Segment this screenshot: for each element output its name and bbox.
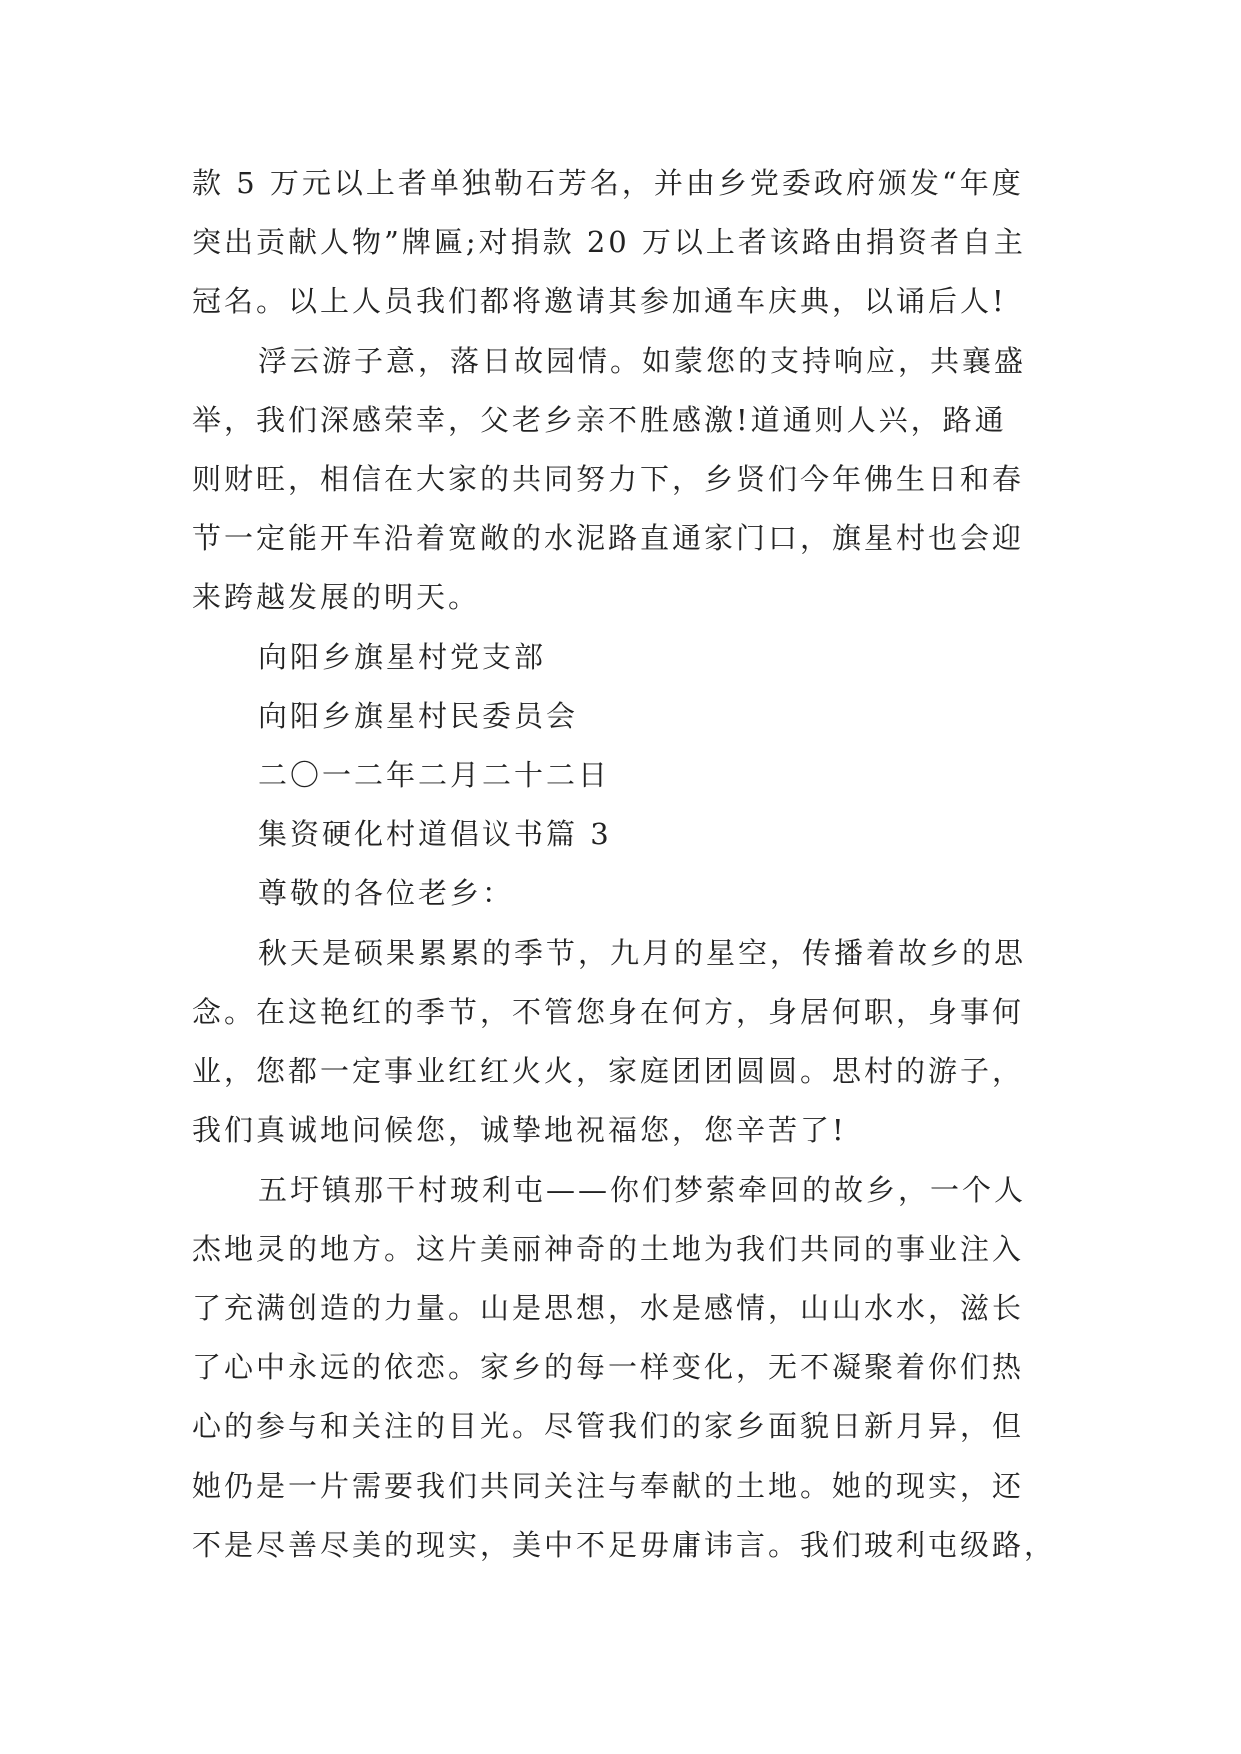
- paragraph-line: 杰地灵的地方。这片美丽神奇的土地为我们共同的事业注入: [192, 1232, 1025, 1266]
- paragraph-line: 了充满创造的力量。山是思想，水是感情，山山水水，滋长: [192, 1291, 1025, 1325]
- paragraph-line: 业，您都一定事业红红火火，家庭团团圆圆。思村的游子，: [192, 1054, 1025, 1088]
- paragraph-line: 则财旺，相信在大家的共同努力下，乡贤们今年佛生日和春: [192, 462, 1025, 496]
- paragraph-line: 秋天是硕果累累的季节，九月的星空，传播着故乡的思: [258, 936, 1027, 970]
- paragraph-line: 冠名。以上人员我们都将邀请其参加通车庆典，以诵后人!: [192, 284, 1007, 318]
- paragraph-line: 举，我们深感荣幸，父老乡亲不胜感激!道通则人兴，路通: [192, 403, 1007, 437]
- paragraph-line: 心的参与和关注的目光。尽管我们的家乡面貌日新月异，但: [192, 1409, 1025, 1443]
- paragraph-line: 我们真诚地问候您，诚挚地祝福您，您辛苦了!: [192, 1113, 847, 1147]
- section-title: 集资硬化村道倡议书篇 3: [258, 817, 612, 851]
- paragraph-line: 五圩镇那干村玻利屯——你们梦萦牵回的故乡，一个人: [258, 1173, 1027, 1207]
- date-line: 二〇一二年二月二十二日: [258, 758, 611, 792]
- paragraph-line: 款 5 万元以上者单独勒石芳名，并由乡党委政府颁发“年度: [192, 166, 1024, 200]
- signature-line: 向阳乡旗星村党支部: [258, 640, 547, 674]
- salutation: 尊敬的各位老乡：: [258, 876, 515, 910]
- paragraph-line: 来跨越发展的明天。: [192, 580, 481, 614]
- paragraph-line: 浮云游子意，落日故园情。如蒙您的支持响应，共襄盛: [258, 344, 1027, 378]
- paragraph-line: 念。在这艳红的季节，不管您身在何方，身居何职，身事何: [192, 995, 1025, 1029]
- signature-line: 向阳乡旗星村民委员会: [258, 699, 579, 733]
- paragraph-line: 突出贡献人物”牌匾;对捐款 20 万以上者该路由捐资者自主: [192, 225, 1026, 259]
- paragraph-line: 她仍是一片需要我们共同关注与奉献的土地。她的现实，还: [192, 1469, 1025, 1503]
- paragraph-line: 不是尽善尽美的现实，美中不足毋庸讳言。我们玻利屯级路，: [192, 1528, 1057, 1562]
- paragraph-line: 节一定能开车沿着宽敞的水泥路直通家门口，旗星村也会迎: [192, 521, 1025, 555]
- paragraph-line: 了心中永远的依恋。家乡的每一样变化，无不凝聚着你们热: [192, 1350, 1025, 1384]
